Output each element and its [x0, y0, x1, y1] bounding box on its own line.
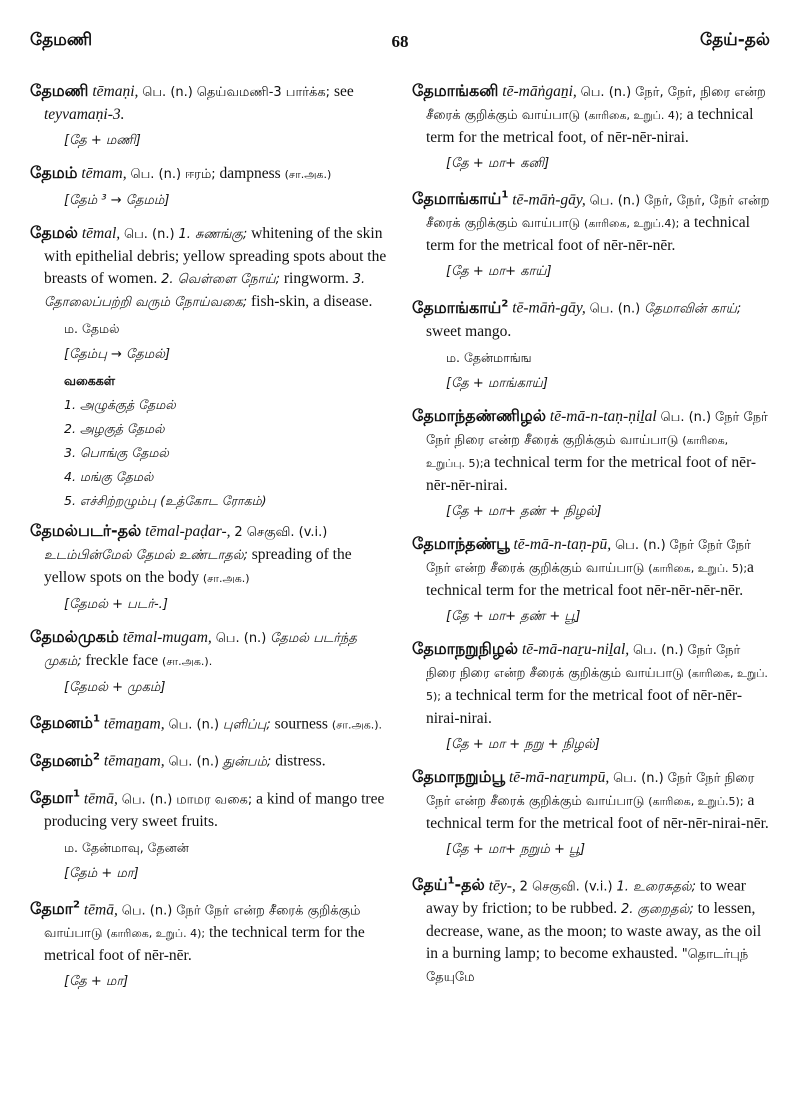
entry-temanam-2	[30, 746, 388, 773]
english-definition: see	[333, 83, 354, 100]
entry-temantanniḻal	[412, 405, 770, 523]
tamil-definition: உடம்பின்மேல் தேமல் உண்டாதல்;	[44, 548, 248, 563]
tamil-definition: துன்பம்;	[222, 754, 272, 770]
headword: தேய்$^1$-தல்	[412, 874, 485, 894]
part-of-speech: பெ. (n.)	[124, 227, 175, 242]
list-item: 5. எச்சிற்றழும்பு (உத்கோட ரோகம்)	[64, 493, 267, 508]
transliteration: tē-mā-n-taṇ-pū,	[513, 535, 612, 553]
english-definition: dampness	[219, 165, 281, 182]
headword: தேமாங்கனி	[412, 81, 499, 100]
malayalam-cognate: ம. தேன்மாங்ங	[446, 349, 532, 365]
tamil-definition: நேர் நேர் நேர் நேர் என்ற சீரைக் குறிக்கும் வாய்பாடு	[426, 537, 751, 576]
headword: தேமாநறும்பூ	[412, 766, 506, 786]
tamil-definition: நேர் நேர் நிரை நிரை என்ற சீரைக் குறிக்கும் வாய்பாடு	[426, 642, 741, 681]
part-of-speech: பெ. (n.)	[130, 167, 182, 182]
headword: தேமல்படர்-தல்	[30, 521, 142, 540]
etymology: [தே + மணி]	[64, 133, 141, 148]
entry-temanaruniḻal	[412, 638, 770, 756]
headword: தேமாந்தண்ணிழல்	[412, 405, 547, 425]
malayalam-cognate: ம. தேன்மாவு, தேனன்	[64, 839, 189, 855]
transliteration: tēmā,	[83, 789, 118, 807]
headword: தேமணி	[30, 81, 89, 100]
entry-temal	[30, 222, 388, 510]
headword: தேமாந்தண்பூ	[412, 533, 510, 553]
transliteration: tēy-,	[488, 876, 516, 894]
tamil-definition: நேர் நேர் நிரை நேர் என்ற சீரைக் குறிக்கும் வாய்பாடு	[426, 770, 755, 809]
entry-temanarumpu	[412, 766, 770, 861]
entry-temam	[30, 162, 388, 212]
transliteration: tēmal,	[81, 225, 121, 242]
homonym-number: 2	[501, 298, 509, 310]
etymology: [தே + மா+ தண் + நிழல்]	[446, 503, 602, 519]
part-of-speech: பெ. (n.)	[633, 642, 684, 658]
part-of-speech: 2 செகுவி. (v.i.)	[234, 525, 328, 540]
transliteration: tēmal-paḍar-,	[145, 523, 231, 540]
entry-tey-tal	[412, 871, 770, 989]
list-item: 3. பொங்கு தேமல்	[64, 445, 169, 460]
etymology: [தே + மா+ நறும் + பூ]	[446, 841, 586, 857]
left-column	[30, 80, 388, 1003]
malayalam-cognate: ம. தேமல்	[64, 321, 120, 336]
etymology: [தே + மா]	[64, 974, 129, 990]
part-of-speech: பெ. (n.)	[580, 85, 632, 100]
sense-1-tamil: 1. உரைசுதல்;	[616, 878, 696, 894]
tamil-definition: நேர், நேர், நிரை என்ற சீரைக் குறிக்கும் வாய்பாடு	[426, 85, 766, 123]
quotation: "தொடர்புந் தேயுமே	[426, 946, 749, 985]
source-reference: (சா.அக.).	[331, 718, 383, 732]
etymology: [தேம் + மா]	[64, 865, 139, 881]
english-definition: freckle face	[85, 652, 159, 669]
entry-temanam-1	[30, 709, 388, 736]
part-of-speech: பெ. (n.)	[660, 409, 712, 425]
homonym-number: 1	[447, 875, 455, 887]
headword: தேமனம்$^2$	[30, 750, 101, 770]
tamil-definition: மாமர வகை;	[176, 791, 253, 807]
part-of-speech: பெ. (n.)	[121, 791, 173, 807]
list-item: 2. அழகுத் தேமல்	[64, 421, 165, 436]
english-definition: sweet mango.	[426, 322, 512, 340]
tamil-definition: தேமல் படர்ந்த முகம்;	[44, 631, 357, 669]
english-definition: distress.	[275, 752, 326, 770]
part-of-speech: பெ. (n.)	[613, 770, 664, 786]
part-of-speech: பெ. (n.)	[215, 631, 267, 646]
english-definition: a technical term for the metrical foot of nēr-nēr-nirai-nirai.	[426, 686, 743, 727]
entry-tema-2	[30, 895, 388, 993]
entry-temal-padar	[30, 520, 388, 616]
cross-reference: teyvamaṇi-3.	[44, 106, 125, 123]
part-of-speech: பெ. (n.)	[142, 85, 193, 100]
headword: தேமல்முகம்	[30, 627, 119, 646]
source-reference: (சா.அக.)	[284, 168, 332, 181]
part-of-speech: பெ. (n.)	[168, 754, 220, 770]
transliteration: tē-mā-n-taṇ-ṇiḻal	[549, 407, 657, 425]
english-definition: a technical term for the metrical foot, of nēr-nēr-nirai.	[426, 106, 754, 146]
transliteration: tēmā,	[83, 901, 118, 919]
sense-1-english: whitening of the skin with epithelial debris; yellow spreading spots about the breasts of women.	[44, 225, 387, 287]
tamil-definition: ஈரம்;	[184, 167, 216, 182]
etymology: [தே + மாங்காய்]	[446, 375, 548, 391]
source-reference: (சா.அக.)	[202, 572, 250, 585]
tamil-definition: புளிப்பு;	[222, 717, 271, 733]
etymology: [தே + மா+ காய்]	[446, 264, 552, 280]
etymology: [தே + மா + நறு + நிழல்]	[446, 736, 600, 752]
transliteration: tē-mā-naṟumpū,	[508, 768, 610, 786]
english-definition: a technical term for the metrical foot of nēr-nēr-nēr-nirai.	[426, 453, 757, 494]
entry-temangay-1	[412, 185, 770, 283]
headword: தேமல்	[30, 223, 78, 242]
source-reference: (காரிகை, உறுப்.4);	[584, 217, 680, 231]
part-of-speech: பெ. (n.)	[589, 301, 641, 317]
part-of-speech: பெ. (n.)	[168, 717, 220, 733]
page-header	[30, 30, 770, 58]
english-definition: the technical term for the metrical foot of nēr-nēr.	[44, 924, 365, 965]
etymology: [தேம்பு → தேமல்]	[64, 347, 171, 362]
english-definition: a technical term for the metrical foot nēr-nēr-nēr-nēr.	[426, 558, 754, 599]
source-reference: (காரிகை, உறுப்.5);	[648, 794, 744, 808]
source-reference: (காரிகை, உறுப். 4);	[584, 109, 683, 122]
transliteration: tē-māṅ-gāy,	[512, 299, 586, 317]
sense-2-tamil: 2. வெள்ளை நோய்;	[161, 272, 280, 287]
transliteration: tē-māṅgaṉi,	[502, 83, 577, 100]
entry-temani	[30, 80, 388, 152]
source-reference: (காரிகை, உறுப்பு. 5);	[426, 433, 729, 470]
headword: தேமம்	[30, 163, 78, 182]
tamil-definition: நேர் நேர் நேர் நிரை என்ற சீரைக் குறிக்கும் வாய்பாடு	[426, 409, 768, 448]
sense-1-english: to wear away by friction; to be rubbed.	[426, 876, 746, 917]
etymology: [தேமல் + முகம்]	[64, 680, 166, 695]
part-of-speech: பெ. (n.)	[615, 537, 666, 553]
headword: தேமாங்காய்$^1$	[412, 189, 509, 209]
etymology: [தே + மா+ தண் + பூ]	[446, 608, 581, 624]
transliteration: tēmaṉam,	[103, 715, 165, 733]
homonym-number: 1	[501, 190, 509, 201]
headword: தேமனம்$^1$	[30, 713, 101, 733]
header-guide-word-left: தேமணி	[30, 30, 93, 50]
sense-3-tamil: 3. தோலைப்பற்றி வரும் நோய்வகை;	[44, 272, 366, 310]
english-definition: sourness	[274, 715, 328, 733]
tamil-definition: நேர் நேர் என்ற சீரைக் குறிக்கும் வாய்பாடு	[44, 903, 361, 942]
tamil-definition: நேர், நேர், நேர் என்ற சீரைக் குறிக்கும் வாய்பாடு	[426, 193, 770, 232]
source-reference: (காரிகை, உறுப். 5);	[426, 666, 768, 703]
homonym-number: 2	[73, 899, 80, 911]
right-column	[412, 80, 770, 999]
english-definition: a technical term for the metrical foot of nēr-nēr-nēr.	[426, 214, 750, 255]
sense-1-tamil: 1. சுணங்கு;	[178, 227, 248, 242]
tamil-definition: தேமாவின் காய்;	[644, 301, 742, 317]
header-guide-word-right: தேய்-தல்	[700, 30, 770, 50]
headword: தேமாங்காய்$^2$	[412, 297, 509, 317]
transliteration: tēmam,	[81, 165, 127, 182]
entry-temal-mugam	[30, 626, 388, 699]
source-reference: (சா.அக.).	[162, 655, 213, 668]
sense-2-english: to lessen, decrease, wane, as the moon; to waste away, as the oil in a burning lamp; to become exhausted.	[426, 899, 762, 962]
tamil-definition: தெய்வமணி-3 பார்க்க;	[196, 85, 331, 100]
list-item: 4. மங்கு தேமல்	[64, 469, 154, 484]
headword: தேமா$^1$	[30, 787, 80, 807]
entry-temantanpu	[412, 533, 770, 628]
source-reference: (காரிகை, உறுப். 4);	[106, 927, 206, 941]
transliteration: tē-māṅ-gāy,	[512, 191, 586, 209]
homonym-number: 1	[73, 788, 80, 800]
part-of-speech: பெ. (n.)	[589, 193, 641, 209]
homonym-number: 1	[93, 714, 101, 725]
part-of-speech: பெ. (n.)	[121, 903, 173, 919]
varieties-heading: வகைகள்	[64, 373, 116, 388]
transliteration: tēmaṉam,	[103, 752, 165, 770]
english-definition: spreading of the yellow spots on the body	[44, 546, 352, 586]
varieties-list	[64, 396, 388, 510]
source-reference: (காரிகை, உறுப். 5);	[648, 561, 748, 575]
part-of-speech: 2 செகுவி. (v.i.)	[519, 878, 613, 894]
sense-2-tamil: 2. குறைதல்;	[620, 901, 694, 917]
entry-temangay-2	[412, 293, 770, 394]
headword: தேமா$^2$	[30, 899, 80, 919]
etymology: [தேம் ³ → தேமம்]	[64, 193, 170, 208]
headword: தேமாநறுநிழல்	[412, 638, 519, 658]
homonym-number: 2	[93, 751, 101, 763]
entry-temangani	[412, 80, 770, 175]
sense-3-english: fish-skin, a disease.	[251, 293, 373, 310]
transliteration: tēmal-mugam,	[122, 629, 212, 646]
transliteration: tēmaṇi,	[92, 83, 139, 100]
sense-2-english: ringworm.	[283, 270, 349, 287]
list-item: 1. அழுக்குத் தேமல்	[64, 397, 176, 412]
etymology: [தேமல் + படர்-.]	[64, 597, 168, 612]
etymology: [தே + மா+ கனி]	[446, 156, 550, 171]
english-definition: a technical term for the metrical foot of nēr-nēr-nirai-nēr.	[426, 791, 769, 832]
english-definition: a kind of mango tree producing very sweet fruits.	[44, 789, 385, 830]
entry-tema-1	[30, 784, 388, 885]
page-number: 68	[391, 32, 409, 51]
transliteration: tē-mā-naṟu-niḻal,	[521, 640, 630, 658]
